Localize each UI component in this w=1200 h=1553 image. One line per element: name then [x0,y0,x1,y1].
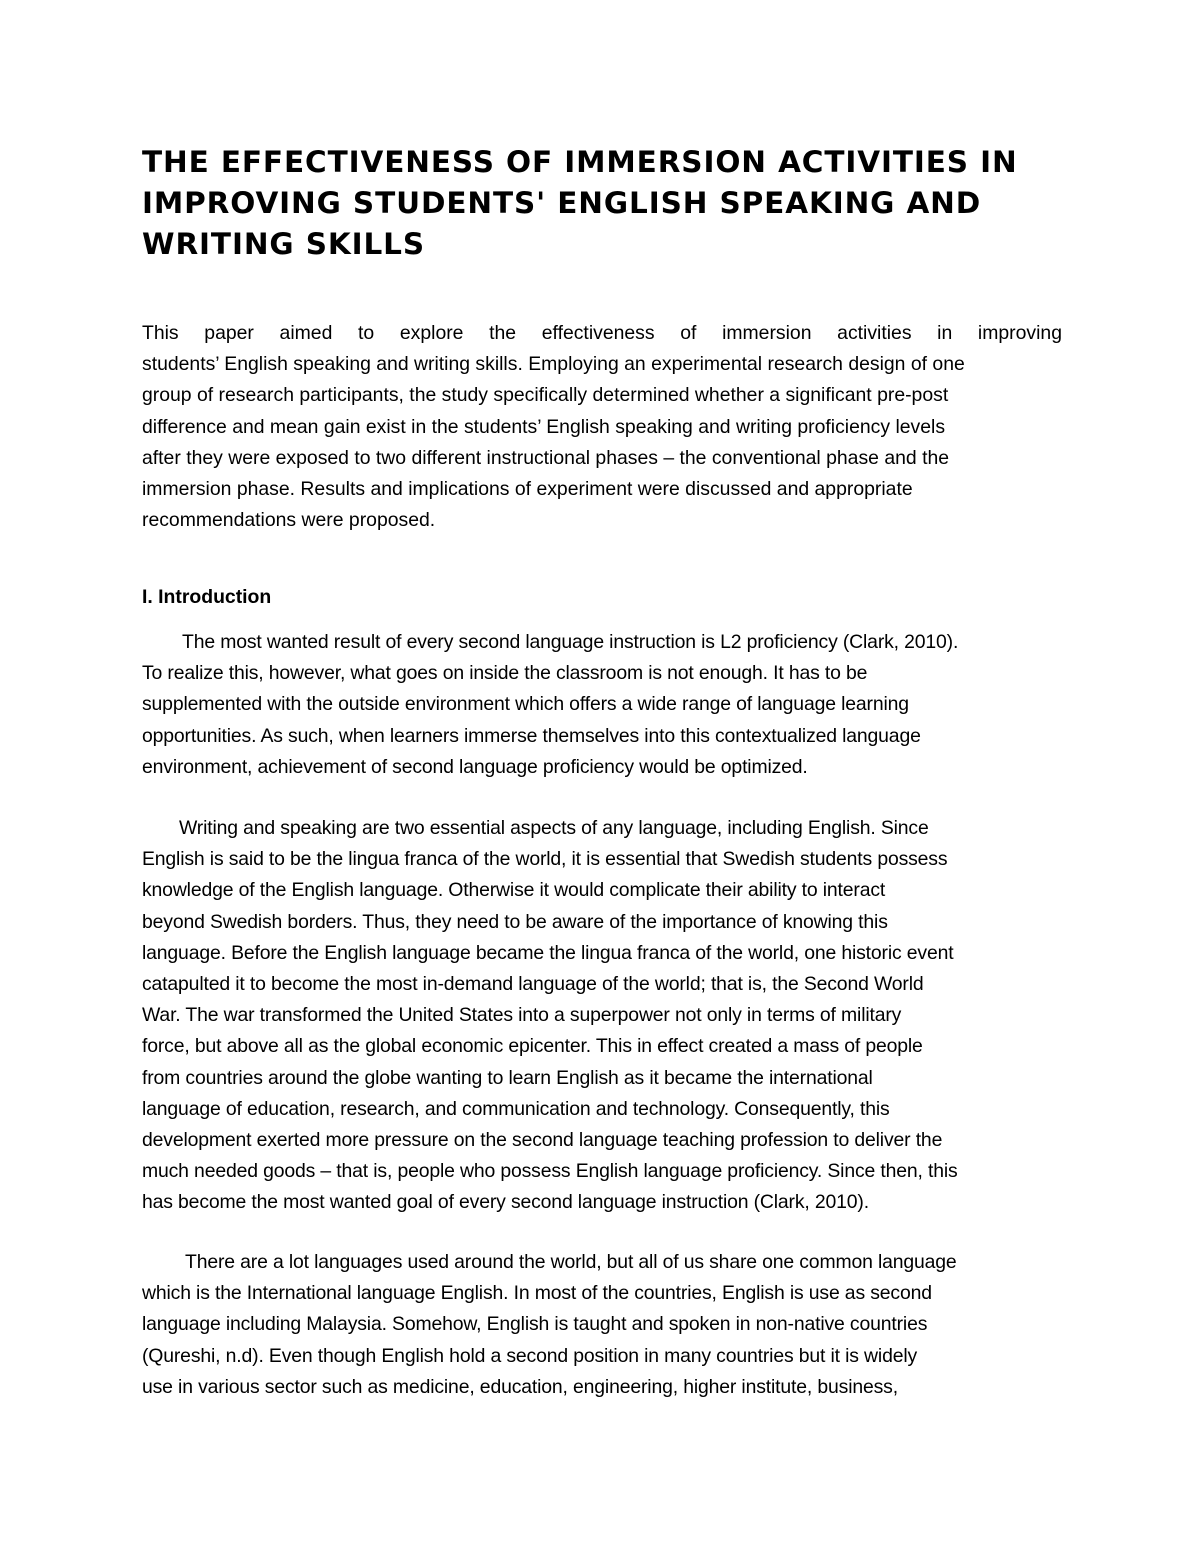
section-heading-introduction: I. Introduction [142,586,272,608]
paragraph-line: Writing and speaking are two essential aspects of any language, including English. Since [179,817,929,839]
paragraph-line: much needed goods – that is, people who possess English language proficiency. Since then, this [142,1160,958,1183]
paragraph-line: development exerted more pressure on the second language teaching profession to deliver the [142,1129,943,1152]
abstract-line: immersion phase. Results and implications of experiment were discussed and appropriate [142,478,913,501]
paragraph-line: knowledge of the English language. Otherwise it would complicate their ability to interact [142,879,886,902]
paragraph-line: (Qureshi, n.d). Even though English hold a second position in many countries but it is widely [142,1344,918,1367]
abstract-line: group of research participants, the study specifically determined whether a significant pre-post [142,384,949,407]
paragraph-line: supplemented with the outside environment which offers a wide range of language learning [142,693,909,716]
title-line: WRITING SKILLS [142,227,426,261]
paragraph-line: which is the International language English. In most of the countries, English is use as second [142,1282,932,1305]
paragraph-line: catapulted it to become the most in-demand language of the world; that is, the Second World [142,973,924,996]
paragraph-line: language including Malaysia. Somehow, English is taught and spoken in non-native countries [142,1313,928,1336]
paragraph-line: has become the most wanted goal of every second language instruction (Clark, 2010). [142,1191,869,1214]
abstract-line: recommendations were proposed. [142,509,436,532]
title-line: IMPROVING STUDENTS' ENGLISH SPEAKING AND [142,186,982,220]
abstract-line: after they were exposed to two different instructional phases – the conventional phase and the [142,446,950,469]
body-paragraph [142,627,1072,783]
paragraph-line: opportunities. As such, when learners immerse themselves into this contextualized language [142,724,921,747]
abstract-paragraph [142,318,1062,536]
paragraph-line: War. The war transformed the United States into a superpower not only in terms of military [142,1004,902,1027]
body-paragraph [142,813,1072,1219]
body-paragraph [142,1247,1072,1403]
title-line: THE EFFECTIVENESS OF IMMERSION ACTIVITIES IN [142,145,1018,179]
abstract-line: difference and mean gain exist in the students’ English speaking and writing proficiency levels [142,415,946,438]
paragraph-line: language. Before the English language became the lingua franca of the world, one historic event [142,941,954,964]
paragraph-line: language of education, research, and communication and technology. Consequently, this [142,1097,890,1120]
paragraph-line: beyond Swedish borders. Thus, they need to be aware of the importance of knowing this [142,910,888,933]
paragraph-line: use in various sector such as medicine, education, engineering, higher institute, business, [142,1375,898,1398]
abstract-line: This paper aimed to explore the effectiveness of immersion activities in improving [142,322,1062,344]
paragraph-line: To realize this, however, what goes on inside the classroom is not enough. It has to be [142,662,868,685]
paragraph-line: environment, achievement of second language proficiency would be optimized. [142,755,808,778]
abstract-line: students’ English speaking and writing skills. Employing an experimental research design of one [142,353,965,376]
paragraph-line: from countries around the globe wanting to learn English as it became the international [142,1066,873,1089]
paper-title [142,142,1062,265]
paragraph-line: force, but above all as the global economic epicenter. This in effect created a mass of people [142,1035,923,1058]
paragraph-line: The most wanted result of every second language instruction is L2 proficiency (Clark, 2010). [182,631,959,653]
paragraph-line: There are a lot languages used around the world, but all of us share one common language [185,1251,957,1273]
paragraph-line: English is said to be the lingua franca of the world, it is essential that Swedish students possess [142,848,948,871]
